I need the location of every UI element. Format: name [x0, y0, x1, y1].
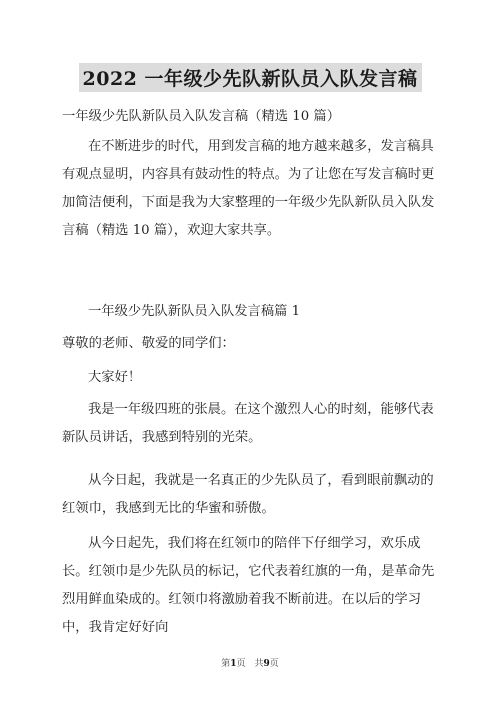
page-footer: [0, 656, 500, 669]
page-total: 9: [263, 659, 270, 669]
page-suffix: 页: [269, 659, 279, 669]
body-paragraph: 从今日起，我就是一名真正的少先队员了，看到眼前飘动的红领巾，我感到无比的华蜜和骄傲。: [62, 473, 434, 516]
salutation: 尊敬的老师、敬爱的同学们：: [62, 336, 235, 351]
body-paragraph: 我是一年级四班的张晨。在这个激烈人心的时刻，能够代表新队员讲话，我感到特别的光荣。: [62, 402, 434, 445]
greeting: 大家好！: [88, 370, 142, 385]
page-prefix: 第: [221, 659, 231, 669]
intro-paragraph: 在不断进步的时代，用到发言稿的地方越来越多，发言稿具有观点显明，内容具有鼓动性的特点。为了让您在写发言稿时更加简洁便利，下面是我为大家整理的一年级少先队新队员入队发言稿（精选 10 篇），欢迎大家共享。: [62, 139, 435, 238]
page-current: 1: [230, 659, 237, 669]
body-paragraph: 从今日起先，我们将在红领巾的陪伴下仔细学习，欢乐成长。红领巾是少先队员的标记，它代表着红旗的一角，是革命先烈用鲜血染成的。红领巾将激励着我不断前进。在以后的学习中，我肯定好好向: [62, 536, 435, 635]
page-mid: 页 共: [236, 659, 264, 669]
document-title: 2022 一年级少先队新队员入队发言稿: [79, 63, 422, 92]
document-subtitle: 一年级少先队新队员入队发言稿（精选 10 篇）: [62, 109, 341, 124]
section-heading: 一年级少先队新队员入队发言稿篇 1: [88, 304, 301, 319]
title-container: [0, 63, 500, 92]
